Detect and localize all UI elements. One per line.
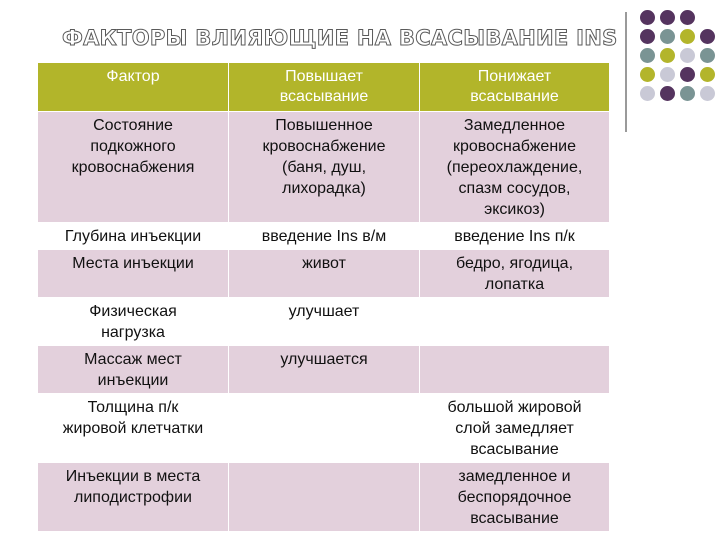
decorative-dot (660, 67, 675, 82)
decorative-dot (640, 29, 655, 44)
decorative-dot (700, 10, 715, 25)
header-factor: Фактор (38, 63, 228, 111)
factor-cell: Толщина п/к жировой клетчатки (38, 394, 228, 462)
table-row (38, 250, 609, 297)
factor-cell: Инъекции в места липодистрофии (38, 463, 228, 531)
table-row (38, 346, 609, 393)
decorative-dot (660, 86, 675, 101)
decreases-cell: введение Ins п/к (420, 223, 609, 249)
factor-cell: Состояние подкожного кровоснабжения (38, 112, 228, 222)
factor-cell: Физическая нагрузка (38, 298, 228, 345)
decorative-dot (640, 67, 655, 82)
decorative-dot (660, 29, 675, 44)
increases-cell: введение Ins в/м (229, 223, 419, 249)
decorative-dot (700, 86, 715, 101)
decreases-cell: бедро, ягодица, лопатка (420, 250, 609, 297)
decorative-divider (625, 12, 627, 132)
increases-cell: живот (229, 250, 419, 297)
decreases-cell: большой жировой слой замедляет всасывание (420, 394, 609, 462)
table-row (38, 112, 609, 222)
factors-table (37, 62, 610, 532)
slide-title: ФАКТОРЫ ВЛИЯЮЩИЕ НА ВСАСЫВАНИЕ INS (62, 26, 618, 50)
decorative-dot-grid (640, 10, 715, 101)
decorative-dot (640, 48, 655, 63)
decorative-dot (680, 67, 695, 82)
header-increases: Повышает всасывание (229, 63, 419, 111)
increases-cell (229, 463, 419, 531)
decorative-dot (700, 48, 715, 63)
increases-cell (229, 394, 419, 462)
decorative-dot (660, 10, 675, 25)
decorative-dot (700, 67, 715, 82)
factor-cell: Места инъекции (38, 250, 228, 297)
header-decreases: Понижает всасывание (420, 63, 609, 111)
decreases-cell: замедленное и беспорядочное всасывание (420, 463, 609, 531)
decorative-dot (680, 10, 695, 25)
increases-cell: улучшает (229, 298, 419, 345)
factor-cell: Массаж мест инъекции (38, 346, 228, 393)
table-row (38, 394, 609, 462)
table-row (38, 463, 609, 531)
decreases-cell: Замедленное кровоснабжение (переохлаждение, спазм сосудов, эксикоз) (420, 112, 609, 222)
decorative-dot (680, 48, 695, 63)
decreases-cell (420, 346, 609, 393)
decorative-dot (640, 86, 655, 101)
table-header-row (38, 63, 609, 111)
increases-cell: Повышенное кровоснабжение (баня, душ, лихорадка) (229, 112, 419, 222)
decorative-dot (680, 86, 695, 101)
factor-cell: Глубина инъекции (38, 223, 228, 249)
decorative-dot (680, 29, 695, 44)
increases-cell: улучшается (229, 346, 419, 393)
decreases-cell (420, 298, 609, 345)
decorative-dot (640, 10, 655, 25)
table-row (38, 223, 609, 249)
decorative-dot (700, 29, 715, 44)
decorative-dot (660, 48, 675, 63)
table-row (38, 298, 609, 345)
